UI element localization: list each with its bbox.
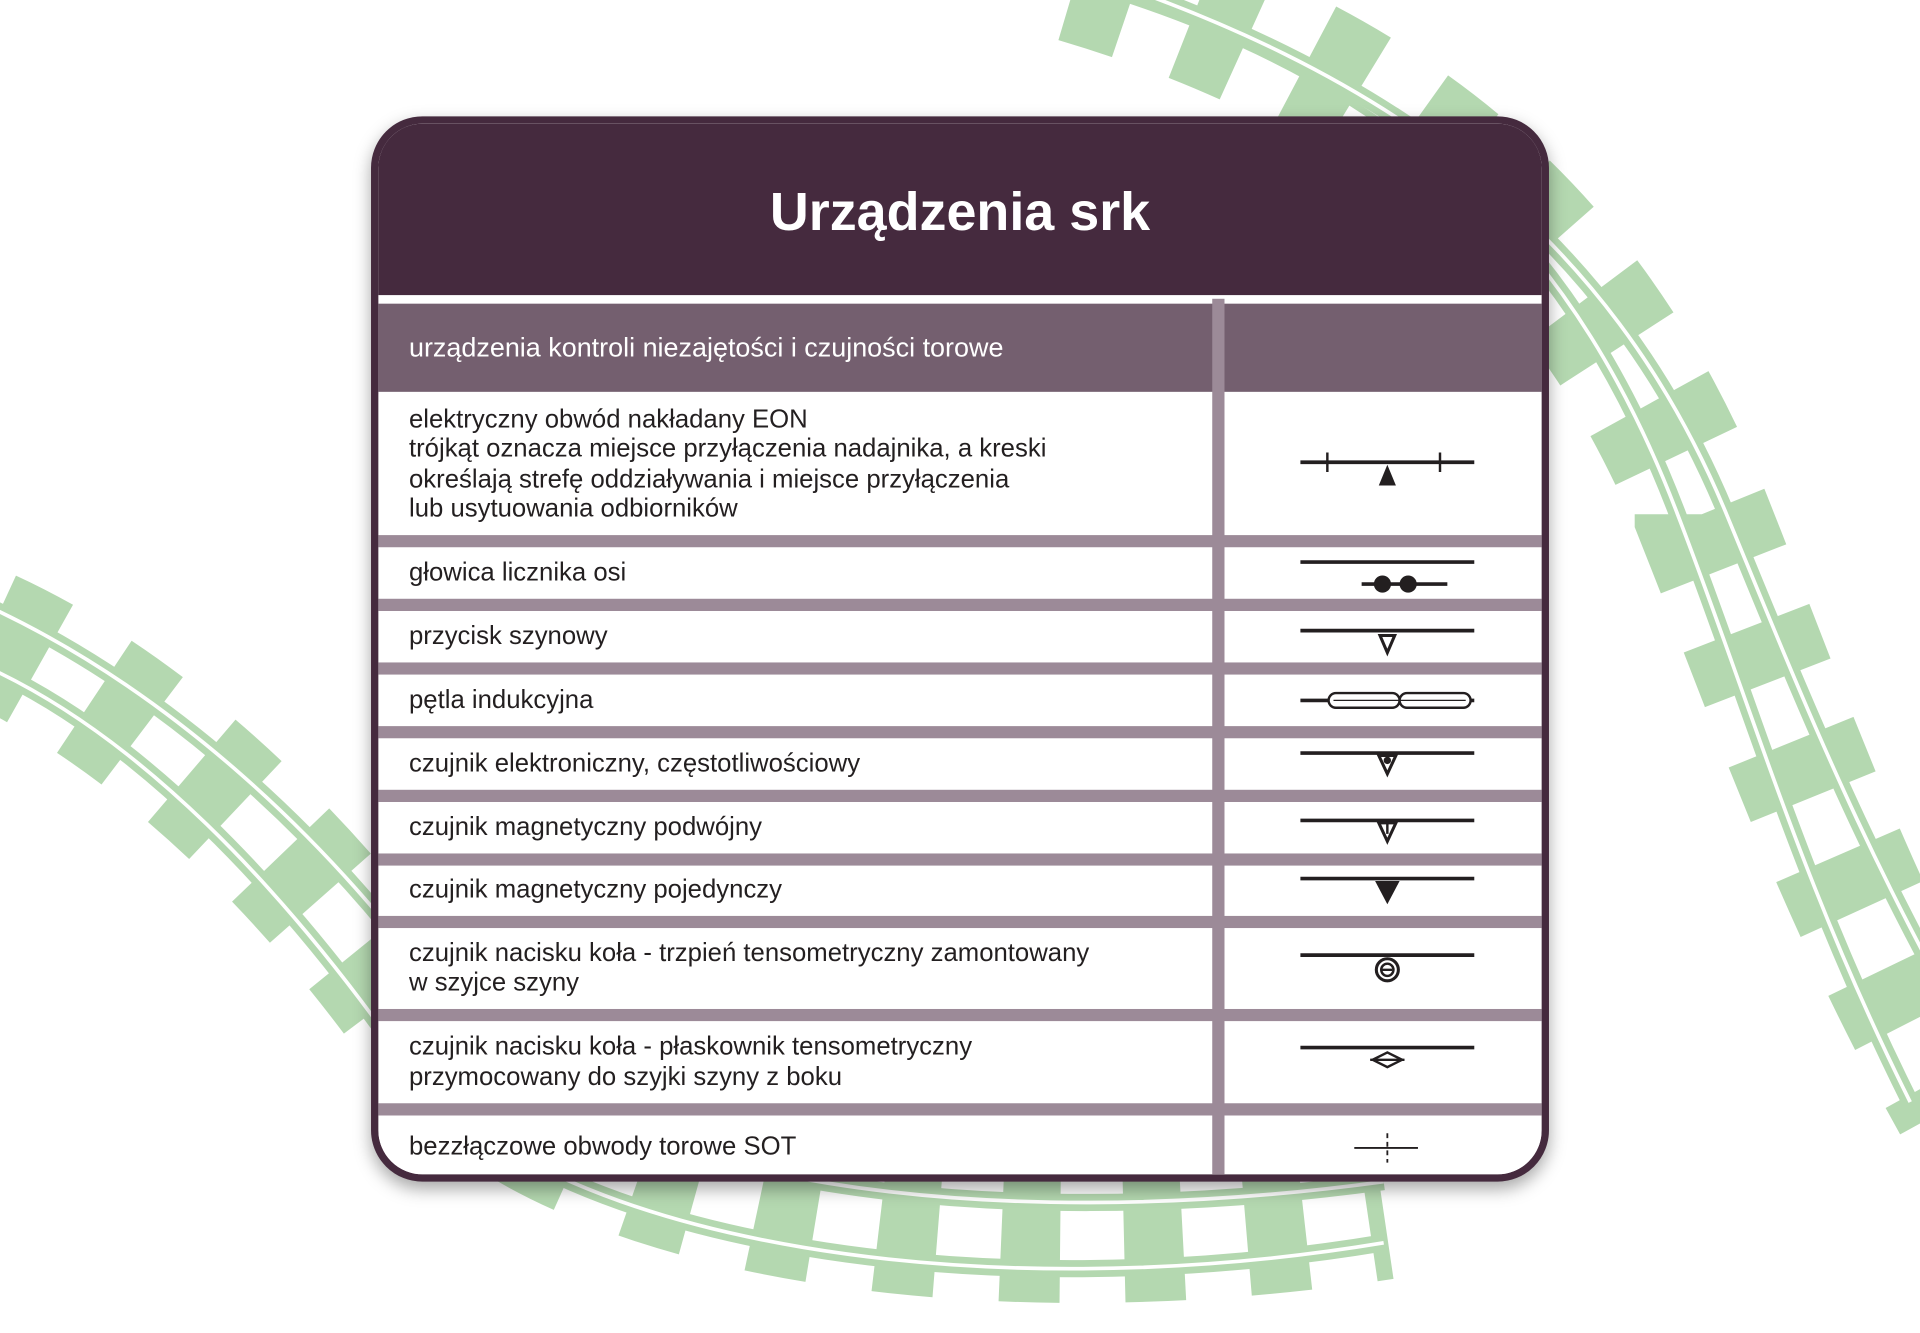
row-description [409,876,1193,906]
table-row [378,738,1541,789]
section-header: urządzenia kontroli niezajętości i czujności torowe [378,304,1541,392]
eon-icon [1224,394,1542,535]
table-row [378,547,1541,598]
description-line: czujnik nacisku koła - płaskownik tensometryczny [408,1032,973,1061]
table-row [378,928,1541,1009]
row-description [409,1032,1193,1092]
row-description [409,813,1193,843]
row-separator [378,1103,1541,1115]
description-line: czujnik elektroniczny, częstotliwościowy [408,749,861,778]
table-row [378,802,1541,853]
table-row [378,1116,1541,1181]
description-line: lub usytuowania odbiorników [408,494,738,523]
card-header [378,124,1541,300]
symbol-table-card [371,116,1549,1181]
row-description [409,749,1193,779]
jointless-track-circuit-icon [1224,1116,1542,1181]
row-separator [378,535,1541,547]
description-line: w szyjce szyny [408,968,580,997]
description-line: przymocowany do szyjki szyny z boku [408,1062,843,1091]
row-description [409,405,1193,525]
description-line: czujnik magnetyczny pojedynczy [408,875,783,904]
description-line: elektryczny obwód nakładany EON [408,404,808,433]
row-separator [378,1009,1541,1021]
table-row [378,675,1541,726]
double-magnetic-sensor-icon [1224,802,1542,853]
table-row [378,611,1541,662]
row-separator [378,662,1541,674]
description-line: określają strefę oddziaływania i miejsce przyłączenia [408,464,1010,493]
row-description [409,685,1193,715]
page-title: Urządzenia srk [769,182,1151,243]
row-separator [378,790,1541,802]
strain-flat-bar-icon [1224,1021,1542,1103]
axle-counter-icon [1224,547,1542,598]
description-line: pętla indukcyjna [408,685,594,714]
row-separator [378,916,1541,928]
row-description [409,939,1193,999]
row-description [409,558,1193,588]
rail-button-icon [1224,611,1542,662]
strain-pin-icon [1224,928,1542,1009]
induction-loop-icon [1224,675,1542,726]
description-line: czujnik nacisku koła - trzpień tensometryczny zamontowany [408,938,1090,967]
single-magnetic-sensor-icon [1224,866,1542,916]
description-line: czujnik magnetyczny podwójny [408,812,763,841]
row-separator [378,599,1541,611]
description-line: przycisk szynowy [408,621,608,650]
row-description [409,622,1193,652]
table-row [378,394,1541,535]
row-description [409,1133,1193,1163]
description-line: głowica licznika osi [408,558,627,587]
description-line: trójkąt oznacza miejsce przyłączenia nadajnika, a kreski [408,434,1047,463]
table-row [378,866,1541,916]
description-line: bezzłączowe obwody torowe SOT [408,1132,797,1162]
electronic-sensor-icon [1224,738,1542,789]
row-separator [378,726,1541,738]
column-divider [1212,299,1224,1175]
row-separator [378,853,1541,865]
table-row [378,1021,1541,1103]
